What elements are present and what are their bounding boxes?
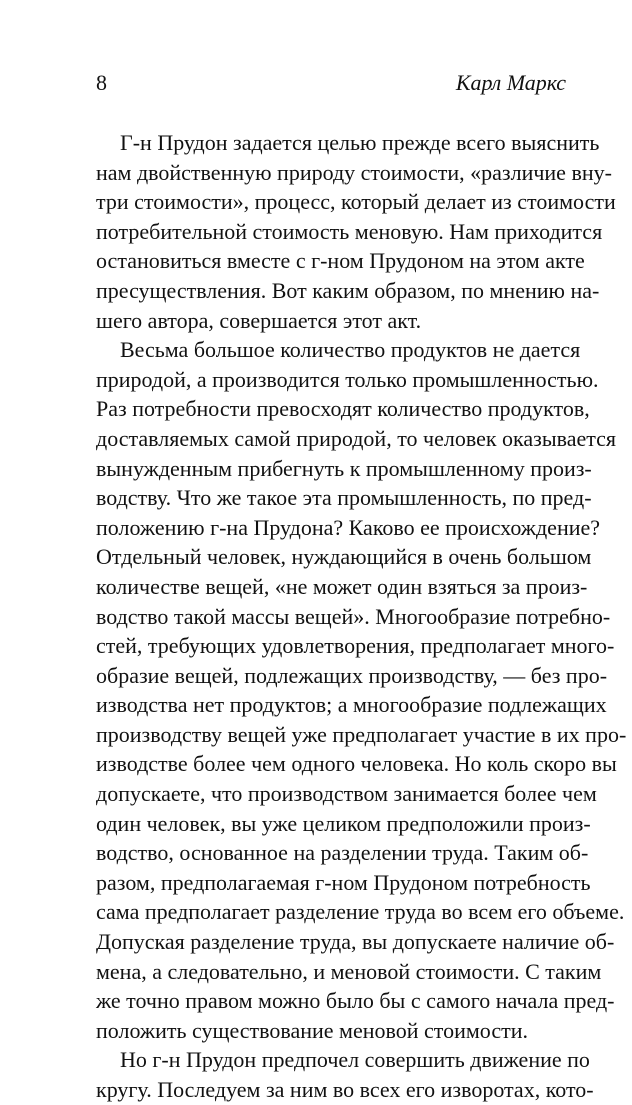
- text-line: Отдельный человек, нуждающийся в очень большом: [96, 544, 592, 570]
- paragraph: [96, 128, 616, 335]
- text-line: доставляемых самой природой, то человек оказывается: [96, 425, 617, 451]
- text-line: сама предполагает разделение труда во всем его объеме.: [96, 899, 625, 925]
- body-text: [96, 128, 627, 1105]
- text-line: Раз потребности превосходят количество продуктов,: [96, 396, 590, 422]
- book-page: [96, 70, 627, 1105]
- text-line: производству вещей уже предполагает участие в их про-: [96, 721, 627, 747]
- text-line: шего автора, совершается этот акт.: [96, 307, 422, 333]
- page-number: 8: [96, 70, 107, 95]
- text-line: положению г-на Прудона? Каково ее происхождение?: [96, 514, 601, 540]
- text-line: изводства нет продуктов; а многообразие подлежащих: [96, 692, 607, 718]
- text-line: стей, требующих удовлетворения, предполагает много-: [96, 633, 615, 659]
- text-line: Г-н Прудон задается целью прежде всего выяснить: [120, 130, 600, 155]
- text-line: вынужденным прибегнуть к промышленному произ-: [96, 455, 592, 481]
- text-line: кругу. Последуем за ним во всех его изворотах, кото-: [96, 1077, 594, 1102]
- text-line: Но г-н Прудон предпочел совершить движение по: [120, 1047, 590, 1073]
- text-line: допускаете, что производством занимается более чем: [96, 781, 597, 807]
- running-title: Карл Маркс: [455, 70, 566, 95]
- text-line: пресуществления. Вот каким образом, по мнению на-: [96, 277, 600, 303]
- text-line: водству. Что же такое эта промышленность, по пред-: [96, 485, 592, 511]
- text-line: же точно правом можно было бы с самого начала пред-: [96, 988, 615, 1014]
- text-line: количестве вещей, «не может один взяться за произ-: [96, 573, 588, 599]
- text-line: три стоимости», процесс, который делает из стоимости: [96, 189, 616, 215]
- text-line: разом, предполагаемая г-ном Прудоном потребность: [96, 869, 591, 895]
- text-line: водство такой массы вещей». Многообразие потребно-: [96, 603, 611, 629]
- text-line: образие вещей, подлежащих производству, — без про-: [96, 662, 608, 688]
- text-line: Весьма большое количество продуктов не дается: [120, 337, 581, 363]
- text-line: один человек, вы уже целиком предположили произ-: [96, 810, 591, 836]
- text-line: нам двойственную природу стоимости, «различие вну-: [96, 159, 612, 185]
- text-line: остановиться вместе с г-ном Прудоном на этом акте: [96, 248, 585, 274]
- paragraph: [96, 1045, 594, 1104]
- text-line: мена, а следовательно, и меновой стоимости. С таким: [96, 958, 602, 984]
- paragraph: [96, 335, 627, 1045]
- text-line: изводстве более чем одного человека. Но коль скоро вы: [96, 751, 617, 777]
- text-line: природой, а производится только промышленностью.: [96, 366, 599, 392]
- text-line: Допуская разделение труда, вы допускаете наличие об-: [96, 929, 615, 955]
- text-line: потребительной стоимость меновую. Нам приходится: [96, 218, 603, 244]
- text-line: положить существование меновой стоимости.: [96, 1017, 529, 1043]
- running-head: [96, 70, 566, 110]
- text-line: водство, основанное на разделении труда. Таким об-: [96, 840, 589, 866]
